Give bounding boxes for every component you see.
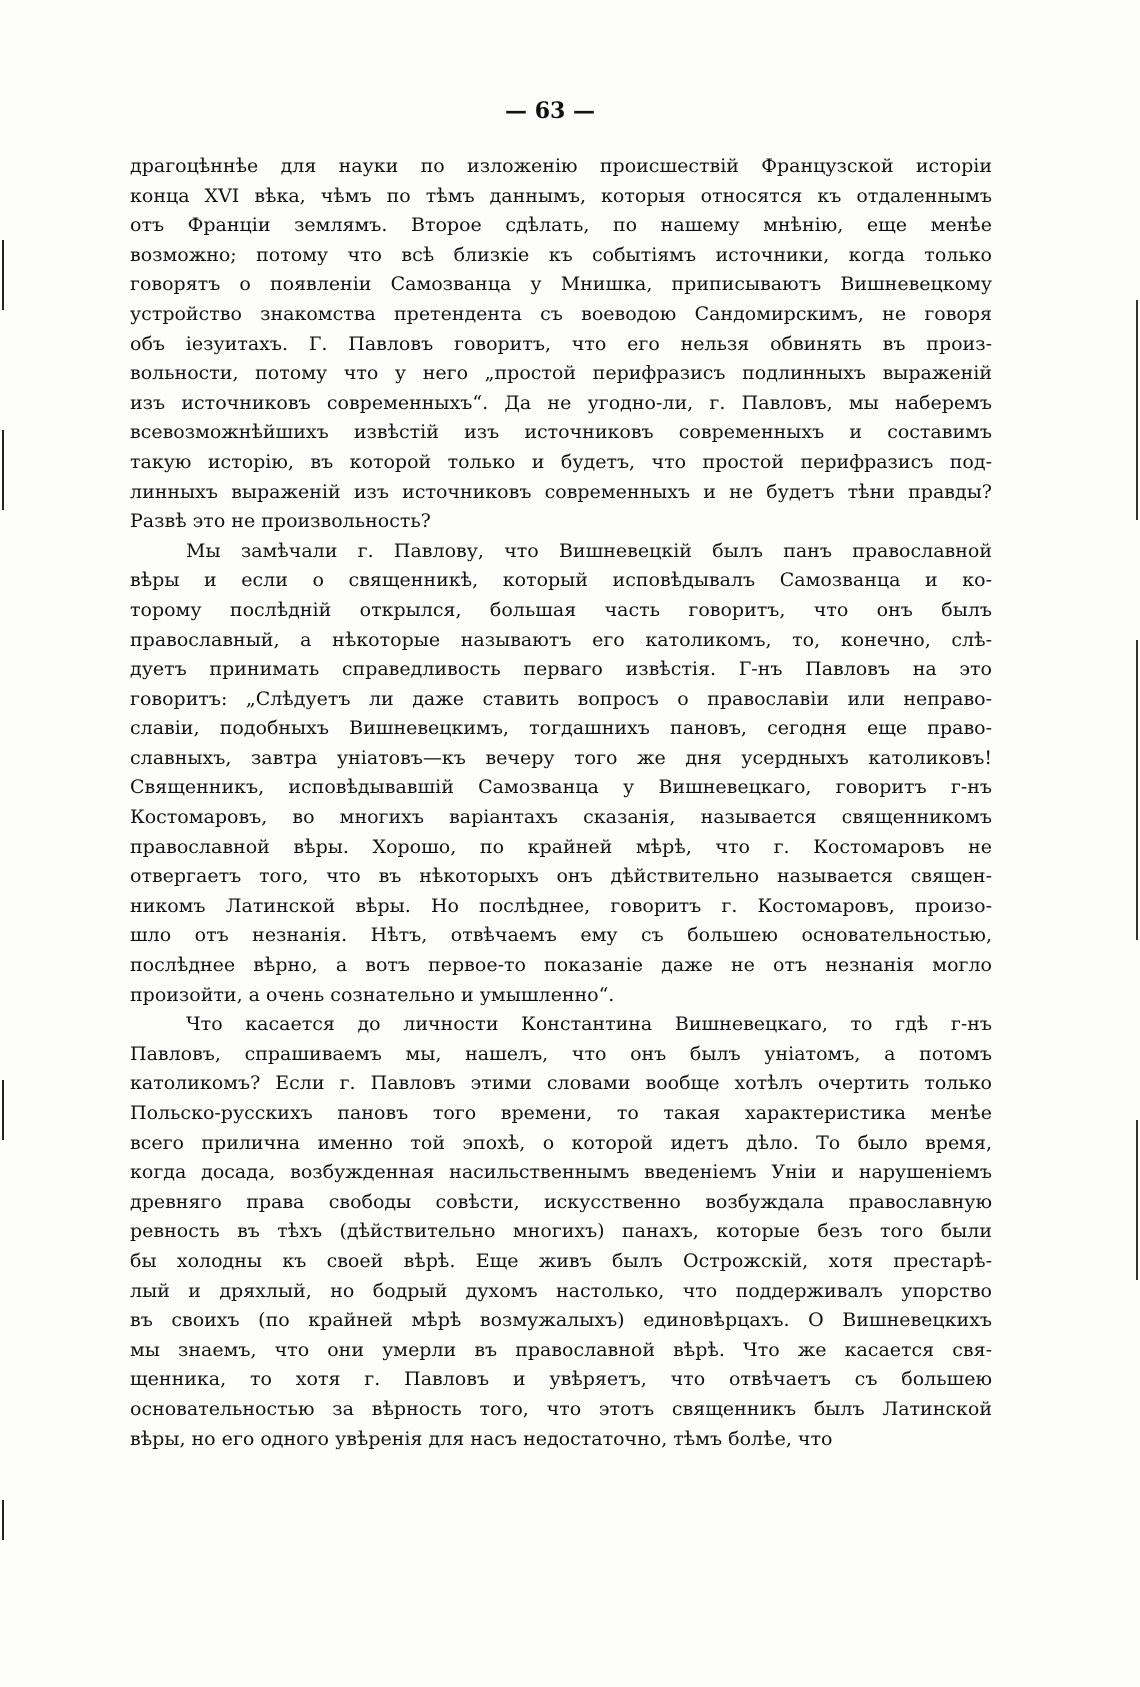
text-line: возможно; потому что всѣ близкіе къ событіямъ источники, когда только [130, 243, 992, 266]
text-line: Мы замѣчали г. Павлову, что Вишневецкій былъ панъ православной [186, 539, 992, 562]
paragraph [130, 537, 992, 1011]
text-line: послѣднее вѣрно, а вотъ первое-то показаніе даже не отъ незнанія могло [130, 954, 992, 977]
text-line: дуетъ принимать справедливость перваго извѣстія. Г-нъ Павловъ на это [130, 658, 992, 681]
text-line: Что касается до личности Константина Вишневецкаго, то гдѣ г-нъ [186, 1013, 992, 1036]
text-line: древняго права свободы совѣсти, искусственно возбуждала православную [130, 1190, 992, 1213]
paragraph [130, 1010, 992, 1454]
text-line: бы холодны къ своей вѣрѣ. Еще живъ былъ Острожскій, хотя престарѣ- [130, 1249, 992, 1272]
text-line: устройство знакомства претендента съ воеводою Сандомирскимъ, не говоря [130, 302, 992, 325]
text-line: когда досада, возбужденная насильственнымъ введеніемъ Уніи и нарушеніемъ [130, 1161, 992, 1184]
text-line: говоритъ: „Слѣдуетъ ли даже ставить вопросъ о православіи или неправо- [130, 687, 992, 710]
text-line: вѣры, но его одного увѣренія для насъ недостаточно, тѣмъ болѣе, что [130, 1427, 833, 1450]
text-line: отъ Франціи землямъ. Второе сдѣлать, по нашему мнѣнію, еще менѣе [130, 214, 992, 237]
page-body-text [130, 152, 992, 1454]
text-line: всего прилична именно той эпохѣ, о которой идетъ дѣло. То было время, [130, 1131, 992, 1154]
text-line: лый и дряхлый, но бодрый духомъ настолько, что поддерживалъ упорство [130, 1279, 992, 1302]
text-line: объ іезуитахъ. Г. Павловъ говоритъ, что его нельзя обвинять въ произ- [130, 332, 992, 355]
text-line: произойти, а очень сознательно и умышленно“. [130, 983, 615, 1006]
text-line: такую исторію, въ которой только и будетъ, что простой перифразисъ под- [130, 450, 992, 473]
text-line: всевозможнѣйшихъ извѣстій изъ источниковъ современныхъ и составимъ [130, 421, 992, 444]
text-line: ревность въ тѣхъ (дѣйствительно многихъ) панахъ, которые безъ того были [130, 1220, 992, 1243]
text-line: линныхъ выраженій изъ источниковъ современныхъ и не будетъ тѣни правды? [130, 480, 992, 503]
text-line: торому послѣдній открылся, большая часть говоритъ, что онъ былъ [130, 598, 992, 621]
text-line: вѣры и если о священникѣ, который исповѣдывалъ Самозванца и ко- [130, 569, 992, 592]
text-line: отвергаетъ того, что въ нѣкоторыхъ онъ дѣйствительно называется священ- [130, 865, 992, 888]
text-line: въ своихъ (по крайней мѣрѣ возмужалыхъ) единовѣрцахъ. О Вишневецкихъ [130, 1309, 992, 1332]
scan-edge-mark [1136, 1120, 1138, 1280]
scan-edge-mark [2, 1080, 4, 1140]
text-line: православной вѣры. Хорошо, по крайней мѣрѣ, что г. Костомаровъ не [130, 835, 992, 858]
text-line: Развѣ это не произвольность? [130, 510, 431, 533]
text-line: Священникъ, исповѣдывавшій Самозванца у Вишневецкаго, говоритъ г-нъ [130, 776, 992, 799]
text-line: изъ источниковъ современныхъ“. Да не угодно-ли, г. Павловъ, мы наберемъ [130, 391, 992, 414]
paragraph [130, 152, 992, 537]
text-line: шло отъ незнанія. Нѣтъ, отвѣчаемъ ему съ большею основательностью, [130, 924, 992, 947]
scan-edge-mark [1136, 300, 1138, 520]
text-line: католикомъ? Если г. Павловъ этими словами вообще хотѣлъ очертить только [130, 1072, 992, 1095]
scan-edge-mark [2, 240, 4, 310]
text-line: мы знаемъ, что они умерли въ православной вѣрѣ. Что же касается свя- [130, 1338, 992, 1361]
text-line: славныхъ, завтра уніатовъ—къ вечеру того же дня усердныхъ католиковъ! [130, 746, 992, 769]
text-line: основательностью за вѣрность того, что этотъ священникъ былъ Латинской [130, 1397, 992, 1420]
text-line: драгоцѣннѣе для науки по изложенію происшествій Французской исторіи [130, 155, 992, 177]
scan-edge-mark [1136, 640, 1138, 940]
text-line: Павловъ, спрашиваемъ мы, нашелъ, что онъ былъ уніатомъ, а потомъ [130, 1042, 992, 1065]
text-line: никомъ Латинской вѣры. Но послѣднее, говоритъ г. Костомаровъ, произо- [130, 894, 992, 917]
text-line: конца XVI вѣка, чѣмъ по тѣмъ даннымъ, которыя относятся къ отдаленнымъ [130, 184, 992, 207]
text-line: вольности, потому что у него „простой перифразисъ подлинныхъ выраженій [130, 362, 992, 385]
text-line: славіи, подобныхъ Вишневецкимъ, тогдашнихъ пановъ, сегодня еще право- [130, 717, 992, 740]
scan-edge-mark [2, 430, 4, 510]
scan-edge-mark [2, 1500, 4, 1540]
text-line: щенника, то хотя г. Павловъ и увѣряетъ, что отвѣчаетъ съ большею [130, 1368, 992, 1391]
text-line: православный, а нѣкоторые называютъ его католикомъ, то, конечно, слѣ- [130, 628, 992, 651]
page-number: — 63 — [505, 98, 595, 124]
text-line: Костомаровъ, во многихъ варіантахъ сказанія, называется священникомъ [130, 806, 992, 829]
text-line: Польско-русскихъ пановъ того времени, то такая характеристика менѣе [130, 1102, 992, 1124]
text-line: говорятъ о появленіи Самозванца у Мнишка, приписываютъ Вишневецкому [130, 273, 992, 296]
